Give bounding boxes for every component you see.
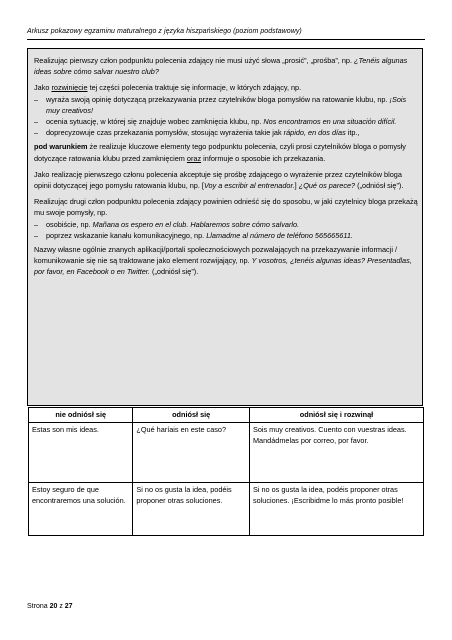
bullet-example: ¡Sois muy creativos! (46, 94, 407, 115)
p1-example: ¿Tenéis algunas ideas sobre cómo salvar nuestro club? (34, 56, 408, 77)
criteria-box (27, 48, 423, 506)
p3-underlined: oraz (186, 153, 202, 163)
p3-bold: pod warunkiem (34, 142, 88, 152)
p1-text: Realizując pierwszy człon podpunktu polecenia zdający nie musi użyć słowa „prosić”, „prośba”, np. (34, 56, 354, 65)
p2-bullet-list (34, 94, 420, 139)
column-header: nie odniósł się (29, 408, 133, 423)
paragraph-6 (34, 244, 420, 278)
examples-table (28, 407, 424, 536)
table-cell: Estoy seguro de que encontraremos una solución. (29, 483, 133, 536)
p3-text-a: że realizuje kluczowe elementy tego podpunktu polecenia, czyli prosi czytelników bloga o pomysły dotyczące ratowania klubu przed zamknięciem (34, 142, 406, 163)
bullet-example: rápido, en dos días (283, 128, 346, 138)
p4-text-c: („odniósł się”). (355, 181, 404, 191)
criteria-content (34, 55, 420, 283)
bullet-example: Nos encontramos en una situación difícil. (263, 117, 397, 127)
dash-marker: – (34, 230, 39, 240)
bullet-text: wyraża swoją opinię dotyczącą przekazywania przez czytelników bloga pomysłów na ratowanie klubu, np. (46, 94, 390, 104)
footer-label: Strona (27, 603, 50, 610)
bullet-text: osobiście, np. (46, 219, 93, 229)
bullet-after: itp., (345, 128, 360, 138)
page-number: 20 (49, 603, 58, 610)
dash-marker: – (34, 94, 39, 104)
exam-header: Arkusz pokazowy egzaminu maturalnego z języka hiszpańskiego (poziom podstawowy) (27, 28, 302, 35)
paragraph-2 (34, 82, 420, 138)
column-header: odniósł się i rozwinął (249, 408, 423, 423)
bullet-text: doprecyzowuje czas przekazania pomysłów, stosując wyrażenia takie jak (46, 128, 284, 138)
table-header-row (29, 408, 424, 423)
dash-marker: – (34, 219, 39, 229)
p5-bullet-list (34, 219, 420, 241)
page-total: 27 (64, 603, 73, 610)
bullet-example: Mañana os espero en el club. Hablaremos sobre cómo salvarlo. (92, 219, 300, 229)
p6-example: Y vosotros, ¿tenéis algunas ideas? Presentadlas, por favor, en Facebook o en Twitter. (34, 256, 412, 277)
p3-text-b: informuje o sposobie ich przekazania. (201, 153, 326, 163)
table-cell: Si no os gusta la idea, podéis proponer otras soluciones. ¡Escribidme lo más pronto posible! (249, 483, 423, 536)
paragraph-5 (34, 196, 420, 241)
header-rule (27, 39, 425, 40)
paragraph-3 (34, 141, 420, 163)
table-cell: Estas son mis ideas. (29, 423, 133, 483)
table-cell: ¿Qué haríais en este caso? (133, 423, 250, 483)
table-cell: Si no os gusta la idea, podéis proponer otras soluciones. (133, 483, 250, 536)
p5-bullet (34, 230, 420, 241)
bullet-example: Llamadme al número de teléfono 565665611. (206, 230, 353, 240)
bullet-text: ocenia sytuację, w której się znajduje wobec zamknięcia klubu, np. (46, 117, 264, 127)
p2-bullet (34, 116, 420, 127)
dash-marker: – (34, 128, 39, 138)
p2-intro (34, 82, 420, 93)
p5-intro: Realizując drugi człon podpunktu polecenia zdający powinien odnieść się do sposobu, w jaki czytelnicy bloga przekażą mu swoje pomysły, np. (34, 197, 418, 218)
p2-bullet (34, 94, 420, 116)
p2-text-a: Jako (34, 83, 52, 93)
bullet-text: poprzez wskazanie kanału komunikacyjnego, np. (46, 230, 207, 240)
p2-text-b: tej części polecenia traktuje się informacje, w których zdający, np. (87, 83, 302, 93)
table-cell: Sois muy creativos. Cuento con vuestras ideas. Mandádmelas por correo, por favor. (249, 423, 423, 483)
p2-bullet (34, 127, 420, 138)
p4-example-b: ¿Qué os parece? (298, 181, 356, 191)
p4-example-a: Voy a escribir al entrenador. (203, 181, 295, 191)
p6-text-a: Nazwy własne ogólnie znanych aplikacji/portali społecznościowych pozwalających na przekazywanie informacji / komunikowanie się nie są traktowane jako element rozwijający, np. (34, 245, 397, 266)
paragraph-4 (34, 169, 420, 191)
column-header: odniósł się (133, 408, 250, 423)
p5-bullet (34, 219, 420, 230)
p2-underlined: rozwinięcie (51, 83, 88, 93)
p4-text-a: Jako realizację pierwszego członu polecenia akceptuje się prośbę zdającego o wyrażenie przez czytelników bloga opinii dotyczącej jego pomysłu ratowania klubu, np. [ (34, 169, 402, 191)
p4-text-b: ] (294, 181, 299, 191)
p6-text-b: („odniósł się”). (150, 267, 199, 277)
table-row (29, 423, 424, 483)
page-footer (27, 603, 73, 610)
paragraph-1 (34, 55, 420, 77)
table-row (29, 483, 424, 536)
footer-separator: z (57, 603, 65, 610)
dash-marker: – (34, 117, 39, 127)
